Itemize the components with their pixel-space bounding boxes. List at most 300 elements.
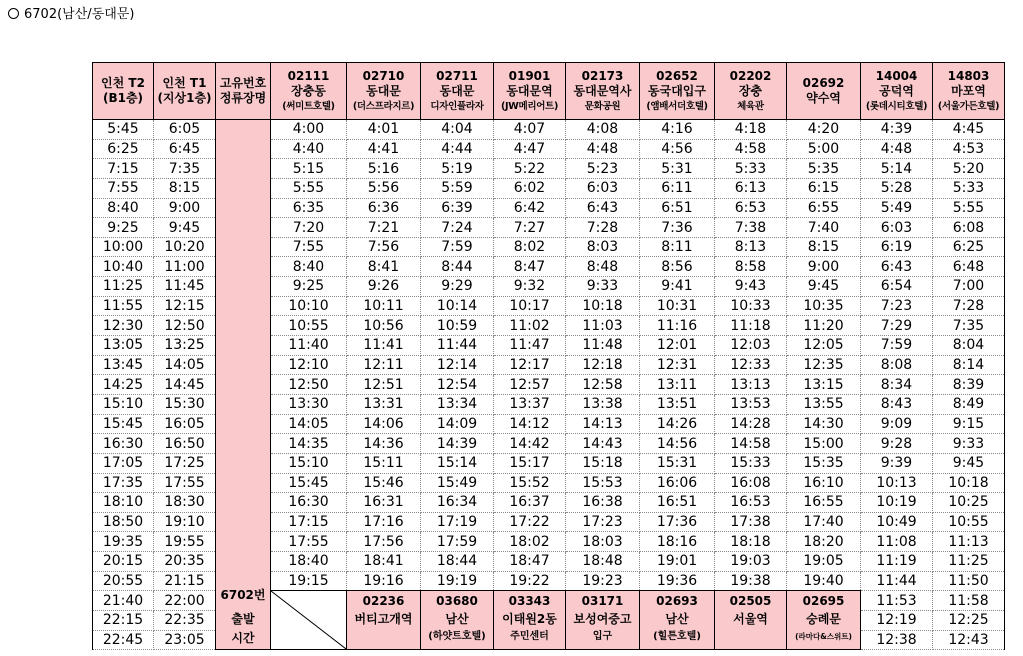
stop-code: 03680	[436, 594, 478, 609]
stop-time-cell: 15:49	[421, 473, 494, 493]
departure-label-cell	[216, 120, 271, 650]
stop-time-cell: 15:10	[271, 453, 347, 473]
stop-time-cell: 5:35	[787, 159, 861, 179]
header-stop-id-name	[216, 63, 271, 120]
departure-time-cell: 17:55	[154, 473, 216, 493]
stop-time-cell: 17:59	[421, 532, 494, 552]
stop-time-cell: 14:06	[347, 414, 421, 434]
stop-time-cell: 8:39	[933, 375, 1005, 395]
stop-time-cell: 5:16	[347, 159, 421, 179]
stop-name: 장충동	[291, 83, 326, 98]
stop-time-cell: 13:37	[494, 394, 566, 414]
departure-time-cell: 16:50	[154, 434, 216, 454]
stop-sub: (JW메리어트)	[500, 100, 558, 112]
stop-time-cell: 17:40	[787, 512, 861, 532]
stop-time-cell: 7:56	[347, 237, 421, 257]
stop-time-cell: 12:03	[715, 336, 787, 356]
stop-time-cell: 19:38	[715, 571, 787, 591]
stop-time-cell: 18:03	[566, 532, 640, 552]
stop-time-cell: 4:48	[861, 139, 933, 159]
stop-time-cell: 11:03	[566, 316, 640, 336]
stop-time-cell: 15:14	[421, 453, 494, 473]
stop-time-cell: 7:24	[421, 218, 494, 238]
stop-code: 02692	[802, 76, 845, 90]
stop-time-cell: 6:43	[566, 198, 640, 218]
stop-time-cell: 6:36	[347, 198, 421, 218]
stop-name: 남산	[665, 612, 689, 627]
stop-time-cell: 16:31	[347, 493, 421, 513]
stop-time-cell: 5:33	[933, 178, 1005, 198]
stop-time-cell: 7:21	[347, 218, 421, 238]
stop-code: 02236	[362, 594, 405, 609]
departure-time-cell: 17:05	[93, 453, 154, 473]
stop-name: 보성여중고	[573, 612, 632, 627]
stop-header	[715, 63, 787, 120]
stop-sub: 체육관	[737, 100, 764, 112]
departure-time-cell: 21:15	[154, 571, 216, 591]
departure-time-cell: 19:35	[93, 532, 154, 552]
stop-time-cell: 11:44	[861, 571, 933, 591]
stop-time-cell: 5:20	[933, 159, 1005, 179]
departure-time-cell: 22:35	[154, 611, 216, 631]
stop-time-cell: 18:40	[271, 552, 347, 572]
departure-time-cell: 20:15	[93, 552, 154, 572]
stop-time-cell: 10:17	[494, 296, 566, 316]
departure-time-cell: 19:55	[154, 532, 216, 552]
stop-time-cell: 4:20	[787, 120, 861, 140]
header-mid-line2: 정류장명	[219, 91, 267, 105]
departure-time-cell: 11:25	[93, 277, 154, 297]
stop-time-cell: 13:53	[715, 394, 787, 414]
stop-time-cell: 15:46	[347, 473, 421, 493]
stop-time-cell: 12:18	[566, 355, 640, 375]
stop-time-cell: 13:55	[787, 394, 861, 414]
stop-code: 01901	[508, 68, 551, 83]
stop-time-cell: 7:59	[421, 237, 494, 257]
stop-time-cell: 10:33	[715, 296, 787, 316]
departure-time-cell: 12:15	[154, 296, 216, 316]
stop-time-cell: 11:47	[494, 336, 566, 356]
stop-time-cell: 16:34	[421, 493, 494, 513]
stop-time-cell: 9:45	[933, 453, 1005, 473]
stop-time-cell: 12:35	[787, 355, 861, 375]
departure-time-cell: 17:35	[93, 473, 154, 493]
stop-header	[347, 63, 421, 120]
stop-time-cell: 12:33	[715, 355, 787, 375]
stop-time-cell: 16:53	[715, 493, 787, 513]
stop-time-cell: 16:37	[494, 493, 566, 513]
stop-sub: (힐튼호텔)	[653, 631, 701, 643]
departure-time-cell: 14:45	[154, 375, 216, 395]
stop-time-cell: 6:15	[787, 178, 861, 198]
stop-time-cell: 17:22	[494, 512, 566, 532]
stop-time-cell: 7:29	[861, 316, 933, 336]
stop-time-cell: 12:43	[933, 630, 1005, 650]
departure-word: 출발	[231, 612, 255, 627]
stop-header	[933, 63, 1005, 120]
stop-time-cell: 9:33	[933, 434, 1005, 454]
stop-header	[421, 63, 494, 120]
stop-header	[494, 63, 566, 120]
stop-time-cell: 16:30	[271, 493, 347, 513]
stop-time-cell: 6:08	[933, 218, 1005, 238]
stop-time-cell: 4:04	[421, 120, 494, 140]
stop-time-cell: 14:36	[347, 434, 421, 454]
diagonal-line-icon	[271, 591, 346, 649]
stop-time-cell: 12:38	[861, 630, 933, 650]
stop-time-cell: 4:47	[494, 139, 566, 159]
stop-time-cell: 10:59	[421, 316, 494, 336]
stop-time-cell: 18:20	[787, 532, 861, 552]
stop-time-cell: 11:44	[421, 336, 494, 356]
stop-time-cell: 6:11	[640, 178, 715, 198]
stop-header-secondary	[787, 591, 861, 650]
stop-name: 동대문	[439, 83, 475, 98]
stop-sub: 문화공원	[584, 100, 621, 112]
stop-time-cell: 10:49	[861, 512, 933, 532]
stop-time-cell: 5:15	[271, 159, 347, 179]
stop-code: 02173	[581, 68, 624, 83]
stop-time-cell: 6:42	[494, 198, 566, 218]
stop-time-cell: 18:02	[494, 532, 566, 552]
stop-time-cell: 15:52	[494, 473, 566, 493]
stop-time-cell: 5:19	[421, 159, 494, 179]
stop-time-cell: 10:11	[347, 296, 421, 316]
stop-time-cell: 14:13	[566, 414, 640, 434]
stop-time-cell: 17:36	[640, 512, 715, 532]
stop-time-cell: 9:32	[494, 277, 566, 297]
departure-time-cell: 22:45	[93, 630, 154, 650]
stop-time-cell: 12:14	[421, 355, 494, 375]
departure-time-cell: 15:45	[93, 414, 154, 434]
stop-time-cell: 8:44	[421, 257, 494, 277]
departure-time-cell: 6:45	[154, 139, 216, 159]
departure-time-cell: 19:10	[154, 512, 216, 532]
time-word: 시간	[231, 631, 255, 646]
stop-time-cell: 15:11	[347, 453, 421, 473]
stop-time-cell: 8:15	[787, 237, 861, 257]
stop-time-cell: 10:18	[933, 473, 1005, 493]
stop-time-cell: 11:53	[861, 591, 933, 611]
stop-header	[787, 63, 861, 120]
stop-time-cell: 12:17	[494, 355, 566, 375]
stop-time-cell: 17:38	[715, 512, 787, 532]
stop-time-cell: 16:08	[715, 473, 787, 493]
stop-time-cell: 12:57	[494, 375, 566, 395]
stop-time-cell: 7:28	[933, 296, 1005, 316]
departure-time-cell: 11:45	[154, 277, 216, 297]
stop-time-cell: 19:19	[421, 571, 494, 591]
stop-time-cell: 19:03	[715, 552, 787, 572]
stop-time-cell: 6:53	[715, 198, 787, 218]
departure-time-cell: 11:55	[93, 296, 154, 316]
stop-time-cell: 6:43	[861, 257, 933, 277]
stop-time-cell: 8:03	[566, 237, 640, 257]
stop-time-cell: 9:29	[421, 277, 494, 297]
stop-time-cell: 5:33	[715, 159, 787, 179]
departure-time-cell: 13:45	[93, 355, 154, 375]
stop-name: 서울역	[733, 612, 768, 627]
stop-header	[640, 63, 715, 120]
stop-header-secondary	[566, 591, 640, 650]
stop-time-cell: 5:22	[494, 159, 566, 179]
header-row	[93, 63, 1005, 120]
departure-time-cell: 10:20	[154, 237, 216, 257]
stop-time-cell: 8:58	[715, 257, 787, 277]
stop-time-cell: 4:00	[271, 120, 347, 140]
stop-code: 03343	[508, 594, 551, 609]
stop-time-cell: 8:02	[494, 237, 566, 257]
stop-time-cell: 13:15	[787, 375, 861, 395]
stop-time-cell: 11:08	[861, 532, 933, 552]
stop-time-cell: 8:41	[347, 257, 421, 277]
departure-time-cell: 10:00	[93, 237, 154, 257]
stop-code: 02505	[729, 594, 772, 609]
stop-time-cell: 5:59	[421, 178, 494, 198]
stop-time-cell: 12:54	[421, 375, 494, 395]
stop-time-cell: 12:01	[640, 336, 715, 356]
stop-name: 동대문	[366, 83, 401, 98]
stop-time-cell: 7:38	[715, 218, 787, 238]
stop-header-secondary	[347, 591, 421, 650]
stop-time-cell: 14:35	[271, 434, 347, 454]
stop-sub: 디자인플라자	[430, 100, 484, 112]
stop-time-cell: 7:40	[787, 218, 861, 238]
stop-time-cell: 9:09	[861, 414, 933, 434]
stop-header	[271, 63, 347, 120]
header-incheon-t2	[93, 63, 154, 120]
stop-time-cell: 5:55	[271, 178, 347, 198]
stop-name: 남산	[445, 612, 469, 627]
stop-time-cell: 8:34	[861, 375, 933, 395]
stop-time-cell: 5:56	[347, 178, 421, 198]
stop-time-cell: 17:19	[421, 512, 494, 532]
stop-time-cell: 4:39	[861, 120, 933, 140]
stop-time-cell: 11:40	[271, 336, 347, 356]
stop-time-cell: 7:59	[861, 336, 933, 356]
departure-time-cell: 18:10	[93, 493, 154, 513]
departure-time-cell: 8:40	[93, 198, 154, 218]
stop-time-cell: 7:00	[933, 277, 1005, 297]
stop-time-cell: 19:36	[640, 571, 715, 591]
stop-time-cell: 15:17	[494, 453, 566, 473]
departure-time-cell: 9:45	[154, 218, 216, 238]
stop-time-cell: 19:23	[566, 571, 640, 591]
stop-time-cell: 6:02	[494, 178, 566, 198]
stop-time-cell: 11:16	[640, 316, 715, 336]
stop-code: 14803	[947, 68, 990, 83]
stop-time-cell: 18:16	[640, 532, 715, 552]
stop-time-cell: 14:26	[640, 414, 715, 434]
stop-code: 02111	[287, 68, 330, 83]
departure-time-cell: 12:30	[93, 316, 154, 336]
stop-time-cell: 13:31	[347, 394, 421, 414]
stop-time-cell: 16:38	[566, 493, 640, 513]
stop-sub: 주민센터	[510, 631, 549, 643]
stop-time-cell: 8:47	[494, 257, 566, 277]
stop-time-cell: 17:56	[347, 532, 421, 552]
stop-time-cell: 4:01	[347, 120, 421, 140]
stop-code: 02202	[729, 68, 772, 83]
departure-time-cell: 14:05	[154, 355, 216, 375]
stop-sub: (써미트호텔)	[282, 100, 335, 112]
stop-time-cell: 10:13	[861, 473, 933, 493]
stop-time-cell: 6:35	[271, 198, 347, 218]
departure-time-cell: 10:40	[93, 257, 154, 277]
stop-time-cell: 9:28	[861, 434, 933, 454]
stop-time-cell: 4:45	[933, 120, 1005, 140]
stop-time-cell: 9:25	[271, 277, 347, 297]
departure-time-cell: 8:15	[154, 178, 216, 198]
departure-time-cell: 18:30	[154, 493, 216, 513]
stop-time-cell: 14:30	[787, 414, 861, 434]
stop-time-cell: 4:41	[347, 139, 421, 159]
departure-time-cell: 9:00	[154, 198, 216, 218]
stop-time-cell: 11:50	[933, 571, 1005, 591]
stop-code: 02695	[802, 594, 845, 609]
stop-time-cell: 18:41	[347, 552, 421, 572]
stop-time-cell: 9:33	[566, 277, 640, 297]
departure-time-cell: 5:45	[93, 120, 154, 140]
stop-time-cell: 10:31	[640, 296, 715, 316]
departure-time-cell: 21:40	[93, 591, 154, 611]
stop-code: 02693	[656, 594, 698, 609]
stop-header-secondary	[421, 591, 494, 650]
departure-time-cell: 15:30	[154, 394, 216, 414]
departure-time-cell: 15:10	[93, 394, 154, 414]
departure-time-cell: 13:25	[154, 336, 216, 356]
stop-name: 약수역	[806, 91, 841, 105]
stop-time-cell: 9:41	[640, 277, 715, 297]
stop-code: 02710	[362, 68, 405, 83]
stop-time-cell: 9:00	[787, 257, 861, 277]
stop-time-cell: 19:40	[787, 571, 861, 591]
stop-time-cell: 10:25	[933, 493, 1005, 513]
stop-time-cell: 7:27	[494, 218, 566, 238]
stop-time-cell: 7:28	[566, 218, 640, 238]
stop-time-cell: 18:48	[566, 552, 640, 572]
stop-time-cell: 13:30	[271, 394, 347, 414]
stop-time-cell: 9:39	[861, 453, 933, 473]
stop-time-cell: 18:18	[715, 532, 787, 552]
page-title: 6702(남산/동대문)	[8, 6, 134, 24]
stop-header-secondary	[715, 591, 787, 650]
stop-code: 14004	[875, 68, 918, 83]
stop-time-cell: 5:28	[861, 178, 933, 198]
stop-header	[566, 63, 640, 120]
stop-name: 동국대입구	[648, 83, 706, 98]
stop-time-cell: 12:10	[271, 355, 347, 375]
timetable	[92, 62, 1005, 650]
stop-time-cell: 17:23	[566, 512, 640, 532]
stop-time-cell: 4:18	[715, 120, 787, 140]
stop-header-secondary	[494, 591, 566, 650]
stop-time-cell: 11:02	[494, 316, 566, 336]
stop-time-cell: 6:54	[861, 277, 933, 297]
departure-time-cell: 16:30	[93, 434, 154, 454]
stop-time-cell: 15:53	[566, 473, 640, 493]
stop-name: 장충	[738, 83, 763, 98]
stop-time-cell: 8:43	[861, 394, 933, 414]
stop-time-cell: 18:44	[421, 552, 494, 572]
stop-time-cell: 10:10	[271, 296, 347, 316]
stop-time-cell: 11:18	[715, 316, 787, 336]
stop-name: 버티고개역	[354, 612, 413, 627]
stop-time-cell: 10:56	[347, 316, 421, 336]
stop-time-cell: 8:11	[640, 237, 715, 257]
stop-time-cell: 13:13	[715, 375, 787, 395]
stop-time-cell: 15:33	[715, 453, 787, 473]
stop-header-secondary	[640, 591, 715, 650]
stop-time-cell: 14:42	[494, 434, 566, 454]
stop-time-cell: 15:31	[640, 453, 715, 473]
stop-sub: (서울가든호텔)	[937, 100, 1000, 112]
stop-time-cell: 14:56	[640, 434, 715, 454]
stop-time-cell: 4:56	[640, 139, 715, 159]
departure-time-cell: 12:50	[154, 316, 216, 336]
stop-time-cell: 13:51	[640, 394, 715, 414]
stop-time-cell: 14:12	[494, 414, 566, 434]
stop-time-cell: 6:25	[933, 237, 1005, 257]
stop-name: 이태원2동	[502, 612, 557, 627]
stop-code: 02711	[436, 68, 478, 83]
stop-time-cell: 4:44	[421, 139, 494, 159]
stop-time-cell: 12:05	[787, 336, 861, 356]
stop-time-cell: 12:31	[640, 355, 715, 375]
stop-time-cell: 8:14	[933, 355, 1005, 375]
stop-time-cell: 6:51	[640, 198, 715, 218]
stop-name: 마포역	[951, 83, 986, 98]
stop-time-cell: 10:35	[787, 296, 861, 316]
stop-time-cell: 19:16	[347, 571, 421, 591]
stop-time-cell: 4:53	[933, 139, 1005, 159]
stop-time-cell: 5:55	[933, 198, 1005, 218]
departure-time-cell: 22:15	[93, 611, 154, 631]
stop-time-cell: 11:58	[933, 591, 1005, 611]
stop-time-cell: 14:28	[715, 414, 787, 434]
stop-time-cell: 7:20	[271, 218, 347, 238]
stop-time-cell: 14:43	[566, 434, 640, 454]
stop-time-cell: 8:40	[271, 257, 347, 277]
stop-time-cell: 15:35	[787, 453, 861, 473]
stop-time-cell: 8:49	[933, 394, 1005, 414]
stop-time-cell: 12:25	[933, 611, 1005, 631]
circle-bullet-icon	[8, 8, 19, 19]
stop-time-cell: 16:06	[640, 473, 715, 493]
header-incheon-t1	[154, 63, 216, 120]
stop-time-cell: 15:00	[787, 434, 861, 454]
departure-time-cell: 13:05	[93, 336, 154, 356]
stop-time-cell: 4:58	[715, 139, 787, 159]
stop-time-cell: 10:55	[271, 316, 347, 336]
stop-time-cell: 11:20	[787, 316, 861, 336]
departure-time-cell: 20:55	[93, 571, 154, 591]
stop-time-cell: 7:35	[933, 316, 1005, 336]
stop-name: 동대문역	[506, 83, 553, 98]
stop-time-cell: 9:15	[933, 414, 1005, 434]
stop-time-cell: 9:26	[347, 277, 421, 297]
stop-time-cell: 6:55	[787, 198, 861, 218]
stop-time-cell: 14:05	[271, 414, 347, 434]
stop-time-cell: 13:11	[640, 375, 715, 395]
stop-time-cell: 19:15	[271, 571, 347, 591]
stop-header	[861, 63, 933, 120]
stop-time-cell: 8:08	[861, 355, 933, 375]
stop-time-cell: 6:13	[715, 178, 787, 198]
departure-time-cell: 18:50	[93, 512, 154, 532]
stop-sub: (더스프라지르)	[352, 100, 415, 112]
stop-time-cell: 17:55	[271, 532, 347, 552]
